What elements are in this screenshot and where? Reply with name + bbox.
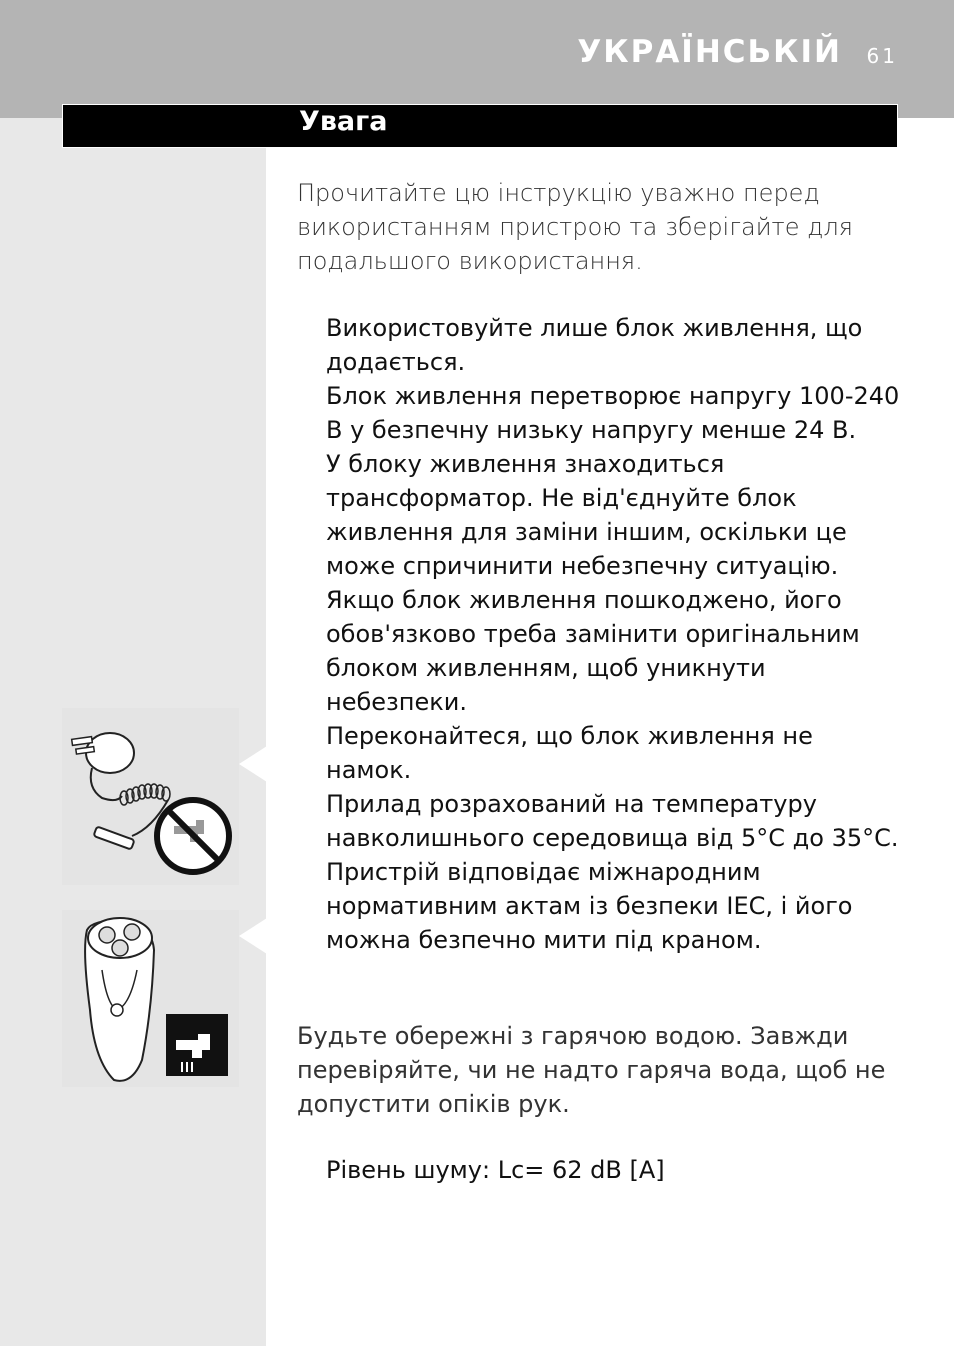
section-bar [62, 104, 898, 148]
warning-item: Використовуйте лише блок живлення, що додається. [326, 314, 863, 376]
warning-item: Переконайтеся, що блок живлення не намок. [326, 722, 813, 784]
warning-list [326, 311, 901, 957]
warning-item: У блоку живлення знаходиться трансформатор. Не від'єднуйте блок живлення для заміни іншим, оскільки це може спричинити небезпечну ситуацію. [326, 450, 847, 580]
language-title: УКРАЇНСЬКІЙ [577, 34, 842, 70]
warning-item: Якщо блок живлення пошкоджено, його обов'язково треба замінити оригінальним блоком живленням, щоб уникнути небезпеки. [326, 586, 860, 716]
shaver-illustration [62, 910, 239, 1087]
caution-text: Будьте обережні з гарячою водою. Завжди перевіряйте, чи не надто гаряча вода, щоб не допустити опіків рук. [297, 1022, 886, 1118]
warning-item: Блок живлення перетворює напругу 100-240 В у безпечну низьку напругу менше 24 В. [326, 382, 900, 444]
page-number: 61 [866, 44, 898, 68]
warning-item: Прилад розрахований на температуру навколишнього середовища від 5°C до 35°C. [326, 790, 899, 852]
intro-text: Прочитайте цю інструкцію уважно перед використанням пристрою та зберігайте для подальшого використання. [297, 179, 853, 275]
pointer-arrow-icon [239, 918, 267, 954]
noise-level-text: Рівень шуму: Lc= 62 dB [A] [326, 1156, 665, 1184]
adapter-no-water-icon [62, 708, 239, 885]
adapter-illustration [62, 708, 239, 885]
warning-item: Пристрій відповідає міжнародним нормативним актам із безпеки IEC, і його можна безпечно мити під краном. [326, 858, 853, 954]
shaver-tap-icon [62, 910, 239, 1087]
section-title: Увага [299, 106, 388, 137]
pointer-arrow-icon [239, 746, 267, 782]
